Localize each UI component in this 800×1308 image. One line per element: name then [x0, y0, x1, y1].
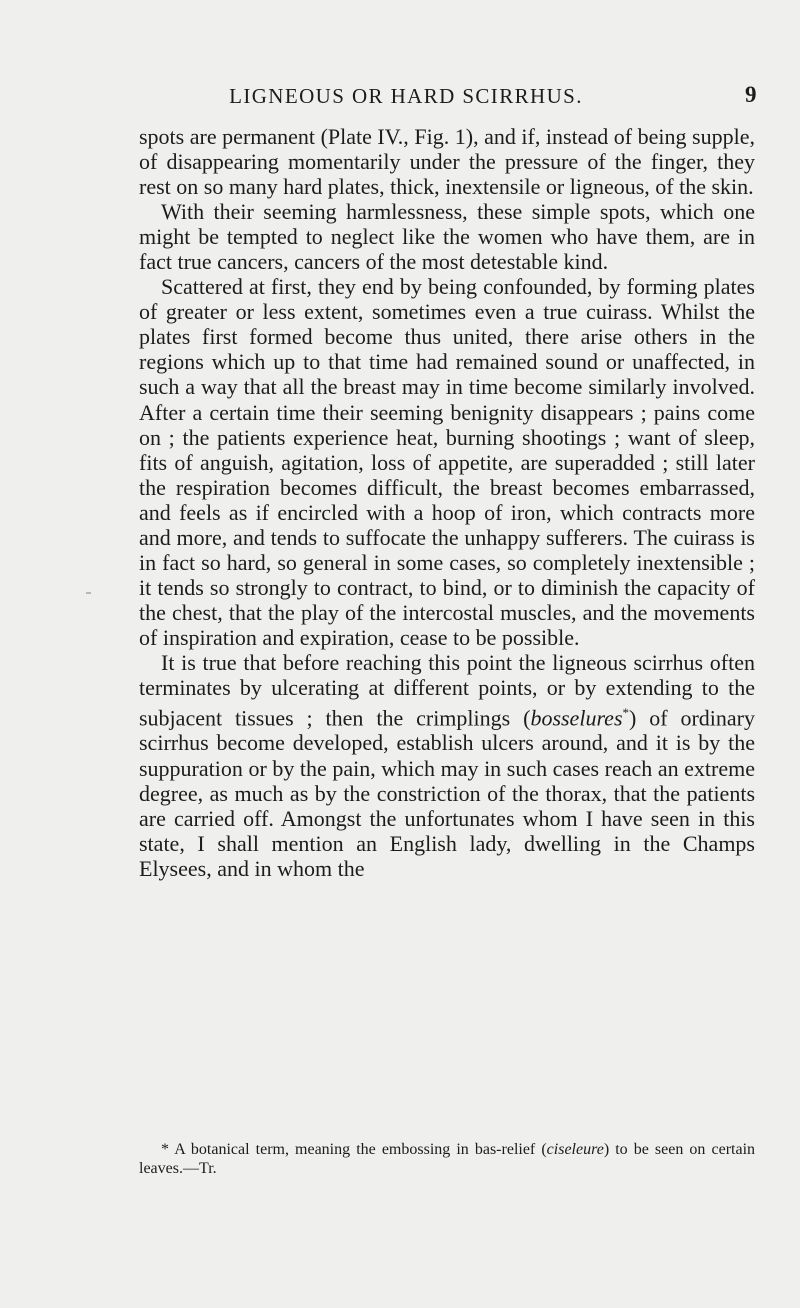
- page-number: 9: [745, 82, 757, 107]
- margin-mark: [86, 592, 91, 594]
- paragraph-continued: spots are permanent (Plate IV., Fig. 1), and if, instead of being supple, of disappearing momentarily under the pressure of the finger, they rest on so many hard plates, thick, inextensile or ligneous, of the skin.: [139, 124, 755, 200]
- footnote-text: [139, 1140, 755, 1178]
- paragraph-harmlessness: With their seeming harmlessness, these simple spots, which one might be tempted to neglect like the women who have them, are in fact true cancers, cancers of the most detestable kind.: [139, 199, 755, 275]
- footnote-marker: *: [161, 1141, 169, 1158]
- paragraph-cuirass: Scattered at first, they end by being confounded, by forming plates of greater or less extent, sometimes even a true cuirass. Whilst the plates first formed become thus united, there arise others in the regions which up to that time had remained sound or unaffected, in such a way that all the breast may in time become similarly involved. After a certain time their seeming benignity disappears ; pains come on ; the patients experience heat, burning shootings ; want of sleep, fits of anguish, agitation, loss of appetite, are superadded ; still later the respiration becomes difficult, the breast becomes embarrassed, and feels as if encircled with a hoop of iron, which contracts more and more, and tends to suffocate the unhappy sufferers. The cuirass is in fact so hard, so general in some cases, so completely inextensible ; it tends so strongly to contract, to bind, or to diminish the capacity of the chest, that the play of the intercostal muscles, and the movements of inspiration and expiration, cease to be possible.: [139, 274, 755, 650]
- footnote-reference: *: [622, 705, 630, 721]
- paragraph-text-part: ) of ordinary scirrhus become developed, establish ulcers around, and it is by the suppuration or by the pain, which may in such cases reach an extreme degree, as much as by the constriction of the thorax, that the patients are carried off. Amongst the unfortunates whom I have seen in this state, I shall mention an English lady, dwelling in the Champs Elysees, and in whom the: [139, 705, 755, 881]
- running-head: LIGNEOUS OR HARD SCIRRHUS.: [229, 84, 583, 108]
- paragraph-text-part: It is true that before reaching this point the ligneous scirrhus often terminates by ulcerating at different points, or by extending to the subjacent tissues ; then the crimplings (: [139, 649, 755, 731]
- footnote: [139, 1140, 755, 1178]
- italic-term-ciseleure: ciseleure: [546, 1141, 604, 1158]
- footnote-text-part: ) to be seen on certain leaves.—Tr.: [139, 1141, 756, 1177]
- footnote-text-part: A botanical term, meaning the embossing in bas-relief (: [169, 1141, 547, 1158]
- italic-term-bosselures: bosselures: [530, 705, 623, 731]
- body-text: [139, 124, 755, 881]
- paragraph-ulceration: [139, 650, 755, 881]
